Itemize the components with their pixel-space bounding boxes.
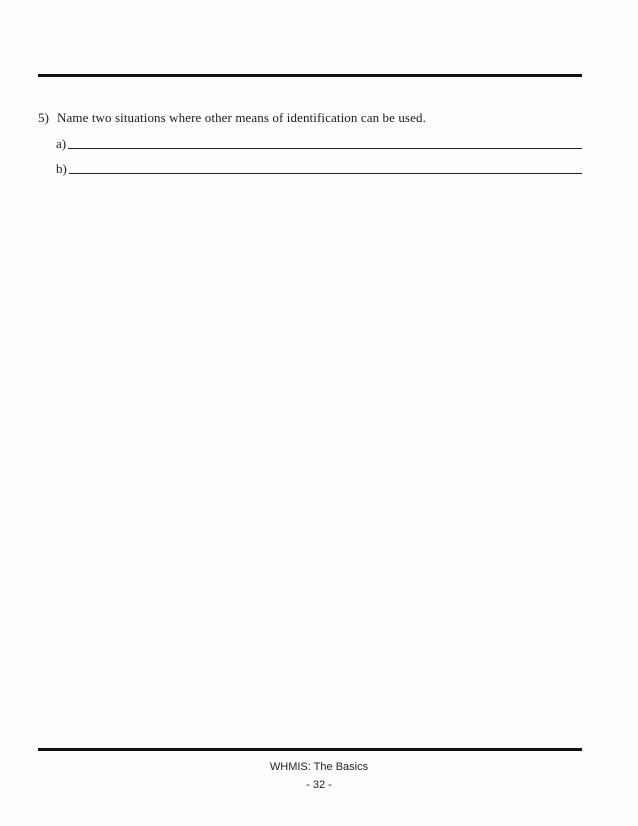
- footer-rule: [38, 748, 582, 751]
- question-number: 5): [38, 110, 50, 125]
- answer-blank-a[interactable]: [68, 147, 582, 149]
- answer-blank-b[interactable]: [69, 172, 582, 174]
- header-rule: [38, 74, 582, 77]
- answer-label-a: a): [56, 136, 67, 151]
- question-5: [38, 110, 598, 126]
- footer-title: WHMIS: The Basics: [269, 761, 369, 773]
- answer-line-b[interactable]: [56, 162, 582, 175]
- page-number: - 32 -: [306, 779, 332, 791]
- answer-line-a[interactable]: [56, 137, 582, 150]
- answer-label-b: b): [56, 161, 67, 176]
- question-text: Name two situations where other means of identification can be used.: [57, 110, 426, 125]
